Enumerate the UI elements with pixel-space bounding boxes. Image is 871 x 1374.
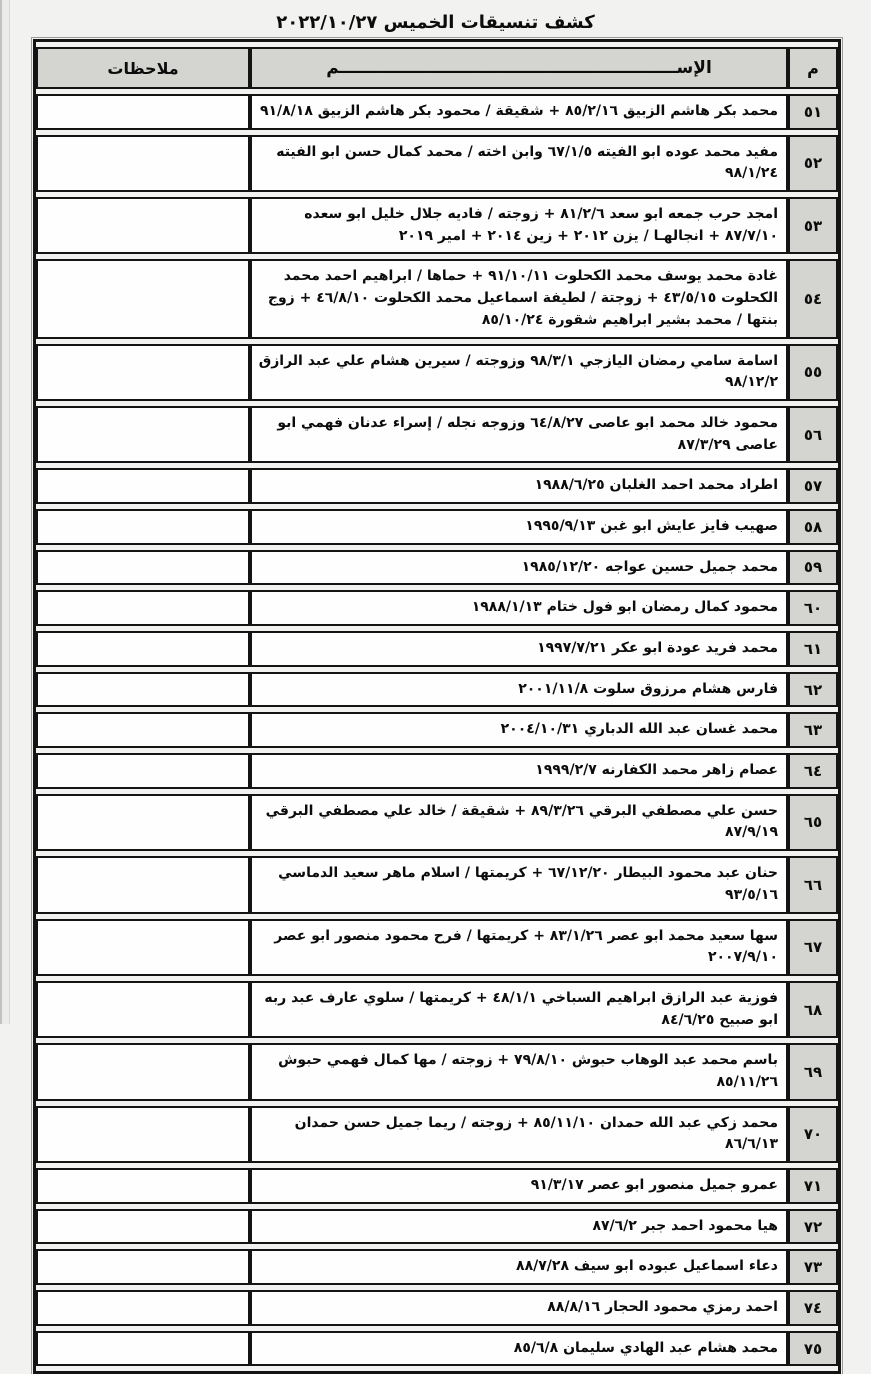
row-number-cell: ٧٢ [788, 1209, 838, 1245]
row-number-cell: ٦٧ [788, 919, 838, 976]
row-number-cell: ٦٨ [788, 981, 838, 1038]
row-number-cell: ٦٥ [788, 794, 838, 851]
name-cell: محمود خالد محمد ابو عاصى ٦٤/٨/٢٧ وزوجه نجله / إسراء عدنان فهمي ابو عاصى ٨٧/٣/٢٩ [250, 406, 788, 463]
name-cell: عصام زاهر محمد الكفارنه ١٩٩٩/٢/٧ [250, 753, 788, 789]
table-row [36, 259, 838, 338]
row-number-cell: ٧١ [788, 1168, 838, 1204]
table-row [36, 856, 838, 913]
notes-cell [36, 1331, 250, 1367]
name-cell: محمد هشام عبد الهادي سليمان ٨٥/٦/٨ [250, 1331, 788, 1367]
notes-cell [36, 259, 250, 338]
row-number-cell: ٦٦ [788, 856, 838, 913]
table-row [36, 1168, 838, 1204]
document-title: كشف تنسيقات الخميس ٢٠٢٢/١٠/٢٧ [276, 12, 595, 33]
name-cell: محمد بكر هاشم الزبيق ٨٥/٢/١٦ + شقيقة / محمود بكر هاشم الزبيق ٩١/٨/١٨ [250, 94, 788, 130]
name-cell: اطراد محمد احمد الغلبان ١٩٨٨/٦/٢٥ [250, 468, 788, 504]
notes-cell [36, 406, 250, 463]
row-number-cell: ٥١ [788, 94, 838, 130]
row-number-cell: ٥٨ [788, 509, 838, 545]
name-cell: فارس هشام مرزوق سلوت ٢٠٠١/١١/٨ [250, 672, 788, 708]
table-row [36, 753, 838, 789]
table-row [36, 672, 838, 708]
name-cell: حسن علي مصطفي البرقي ٨٩/٣/٢٦ + شقيقة / خالد علي مصطفي البرقي ٨٧/٩/١٩ [250, 794, 788, 851]
table-row [36, 981, 838, 1038]
row-number-cell: ٥٦ [788, 406, 838, 463]
notes-cell [36, 468, 250, 504]
name-cell: محمد غسان عبد الله الدباري ٢٠٠٤/١٠/٣١ [250, 712, 788, 748]
table-row [36, 1290, 838, 1326]
table-row [36, 197, 838, 254]
table-row [36, 1249, 838, 1285]
header-row [36, 47, 838, 89]
name-cell: محمد جميل حسين عواجه ١٩٨٥/١٢/٢٠ [250, 550, 788, 586]
notes-cell [36, 1043, 250, 1100]
table-row [36, 135, 838, 192]
table-row [36, 919, 838, 976]
table-row [36, 631, 838, 667]
name-cell: فوزية عبد الرازق ابراهيم السباخي ٤٨/١/١ + كريمتها / سلوي عارف عبد ربه ابو صبيح ٨٤/٦/٢٥ [250, 981, 788, 1038]
name-cell: مفيد محمد عوده ابو الفيته ٦٧/١/٥ وابن اخته / محمد كمال حسن ابو الفيته ٩٨/١/٢٤ [250, 135, 788, 192]
table-row [36, 590, 838, 626]
row-number-cell: ٦١ [788, 631, 838, 667]
row-number-cell: ٥٥ [788, 344, 838, 401]
table-row [36, 550, 838, 586]
table-row [36, 712, 838, 748]
row-number-cell: ٧٣ [788, 1249, 838, 1285]
table-row [36, 1043, 838, 1100]
coordination-table [33, 39, 841, 1374]
table-row [36, 94, 838, 130]
notes-cell [36, 94, 250, 130]
name-cell: حنان عبد محمود البيطار ٦٧/١٢/٢٠ + كريمتها / اسلام ماهر سعيد الدماسي ٩٣/٥/١٦ [250, 856, 788, 913]
row-number-cell: ٦٢ [788, 672, 838, 708]
notes-cell [36, 712, 250, 748]
name-cell: محمود كمال رمضان ابو فول ختام ١٩٨٨/١/١٣ [250, 590, 788, 626]
table-header [36, 47, 838, 89]
notes-cell [36, 197, 250, 254]
header-notes-column: ملاحظات [36, 47, 250, 89]
table-row [36, 1106, 838, 1163]
name-cell: احمد رمزي محمود الحجار ٨٨/٨/١٦ [250, 1290, 788, 1326]
header-number-column: م [788, 47, 838, 89]
row-number-cell: ٥٧ [788, 468, 838, 504]
row-number-cell: ٥٢ [788, 135, 838, 192]
notes-cell [36, 919, 250, 976]
name-cell: باسم محمد عبد الوهاب حبوش ٧٩/٨/١٠ + زوجته / مها كمال فهمي حبوش ٨٥/١١/٢٦ [250, 1043, 788, 1100]
name-cell: دعاء اسماعيل عبوده ابو سيف ٨٨/٧/٢٨ [250, 1249, 788, 1285]
scan-page-edge [0, 0, 10, 1024]
row-number-cell: ٥٩ [788, 550, 838, 586]
row-number-cell: ٥٤ [788, 259, 838, 338]
row-number-cell: ٧٥ [788, 1331, 838, 1367]
notes-cell [36, 509, 250, 545]
table-row [36, 509, 838, 545]
notes-cell [36, 590, 250, 626]
table-row [36, 344, 838, 401]
name-cell: عمرو جميل منصور ابو عصر ٩١/٣/١٧ [250, 1168, 788, 1204]
table-row [36, 794, 838, 851]
table-row [36, 468, 838, 504]
row-number-cell: ٧٤ [788, 1290, 838, 1326]
notes-cell [36, 753, 250, 789]
table-row [36, 406, 838, 463]
row-number-cell: ٦٠ [788, 590, 838, 626]
name-cell: محمد زكي عبد الله حمدان ٨٥/١١/١٠ + زوجته / ريما جميل حسن حمدان ٨٦/٦/١٣ [250, 1106, 788, 1163]
name-cell: امجد حرب جمعه ابو سعد ٨١/٢/٦ + زوجته / فاديه جلال خليل ابو سعده ٨٧/٧/١٠ + انجالهـا / يزن ٢٠١٢ + زين ٢٠١٤ + امير ٢٠١٩ [250, 197, 788, 254]
name-cell: غادة محمد يوسف محمد الكحلوت ٩١/١٠/١١ + حماها / ابراهيم احمد محمد الكحلوت ٤٣/٥/١٥ + زوجتة / لطيفة اسماعيل محمد الكحلوت ٤٦/٨/١٠ + زوج بنتها / محمد بشير ابراهيم شقورة ٨٥/١٠/٢٤ [250, 259, 788, 338]
notes-cell [36, 1249, 250, 1285]
notes-cell [36, 135, 250, 192]
name-cell: محمد فريد عودة ابو عكر ١٩٩٧/٧/٢١ [250, 631, 788, 667]
row-number-cell: ٥٣ [788, 197, 838, 254]
row-number-cell: ٦٩ [788, 1043, 838, 1100]
notes-cell [36, 672, 250, 708]
notes-cell [36, 631, 250, 667]
notes-cell [36, 1209, 250, 1245]
name-cell: صهيب فايز عايش ابو غبن ١٩٩٥/٩/١٣ [250, 509, 788, 545]
notes-cell [36, 856, 250, 913]
table-row [36, 1331, 838, 1367]
notes-cell [36, 794, 250, 851]
name-cell: هيا محمود احمد جبر ٨٧/٦/٢ [250, 1209, 788, 1245]
row-number-cell: ٦٤ [788, 753, 838, 789]
table-row [36, 1209, 838, 1245]
table-body [36, 94, 838, 1366]
notes-cell [36, 981, 250, 1038]
row-number-cell: ٧٠ [788, 1106, 838, 1163]
notes-cell [36, 344, 250, 401]
notes-cell [36, 550, 250, 586]
notes-cell [36, 1290, 250, 1326]
name-cell: اسامة سامي رمضان اليازجي ٩٨/٣/١ وزوجته / سيرين هشام علي عبد الرازق ٩٨/١٢/٢ [250, 344, 788, 401]
notes-cell [36, 1168, 250, 1204]
notes-cell [36, 1106, 250, 1163]
row-number-cell: ٦٣ [788, 712, 838, 748]
header-name-column: الإســــــــــــــــــــــــــــــــــــــــــــــــــــــــــم [250, 47, 788, 89]
name-cell: سها سعيد محمد ابو عصر ٨٣/١/٢٦ + كريمتها / فرح محمود منصور ابو عصر ٢٠٠٧/٩/١٠ [250, 919, 788, 976]
